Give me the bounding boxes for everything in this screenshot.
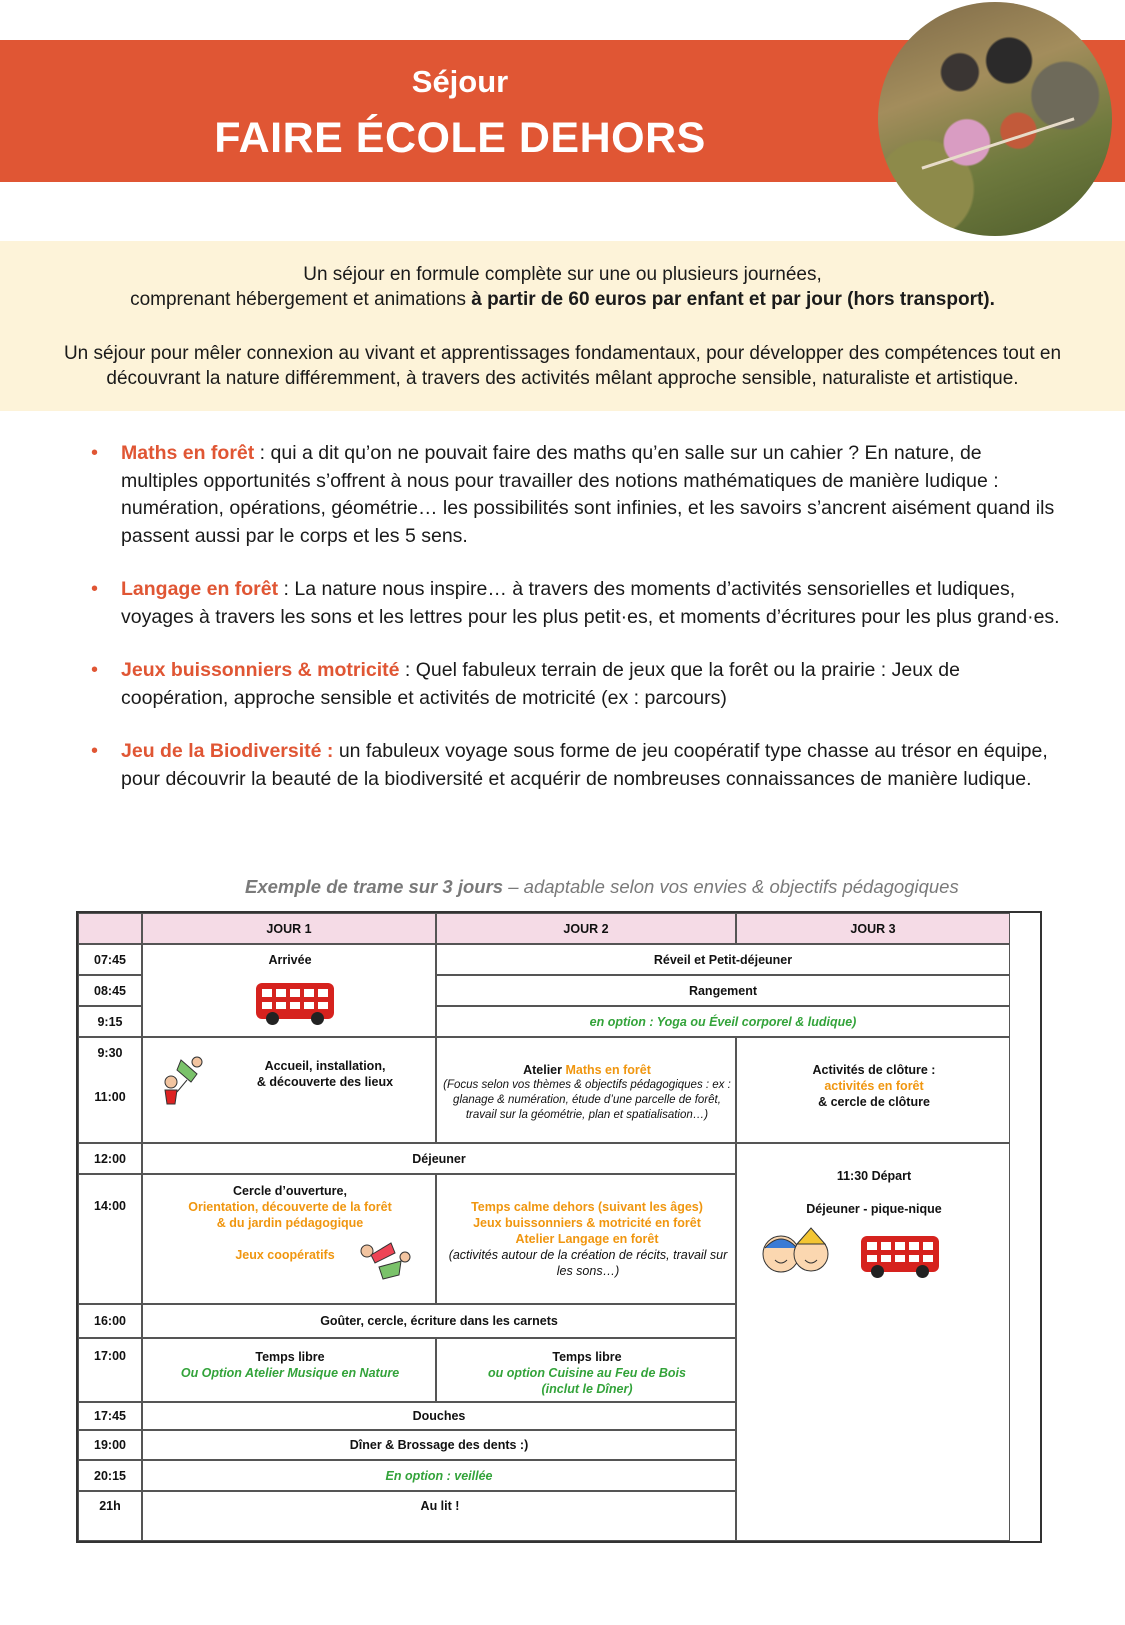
schedule-cell: Goûter, cercle, écriture dans les carnets [142, 1304, 736, 1338]
intro-box [0, 241, 1125, 411]
schedule-cell: Au lit ! [142, 1491, 736, 1541]
intro-price-line: comprenant hébergement et animations à partir de 60 euros par enfant et par jour (hors transport). [130, 289, 995, 310]
day-header: JOUR 3 [736, 913, 1010, 944]
schedule-cell: Douches [142, 1402, 736, 1430]
list-item: • Maths en forêt : qui a dit qu’on ne pouvait faire des maths qu’en salle sur un cahier ? En nature, de multiples opportunités s’offrent à nous pour travailler des notions mathématiques de manière ludique : numération, opérations, géométrie… les possibilités sont infinies, et les savoirs s’ancrent aisément quand ils passent aussi par le corps et les 5 sens. [91, 442, 1055, 547]
intro-line: découvrant la nature différemment, à travers des activités mêlant approche sensible, naturaliste et artistique. [106, 368, 1019, 389]
children-icon [157, 1052, 207, 1112]
intro-line: Un séjour pour mêler connexion au vivant et apprentissages fondamentaux, pour développer des compétences tout en [63, 343, 1062, 364]
schedule-cell: Dîner & Brossage des dents :) [142, 1430, 736, 1460]
schedule-cell: Accueil, installation, & découverte des lieux [142, 1037, 436, 1143]
arrival-cell: Arrivée [142, 944, 436, 1037]
bus-icon [256, 983, 334, 1019]
activity-list [91, 440, 1061, 819]
day-header: JOUR 2 [436, 913, 736, 944]
intro-line: Un séjour en formule complète sur une ou plusieurs journées, [303, 264, 822, 285]
time-cell: 14:00 [78, 1174, 142, 1304]
header-cell [78, 913, 142, 944]
kids-faces-icon [761, 1224, 831, 1278]
bullet-icon: • [91, 740, 99, 762]
schedule-caption: Exemple de trame sur 3 jours – adaptable selon vos envies & objectifs pédagogiques [245, 876, 959, 897]
price-highlight: à partir de 60 euros par enfant et par jour (hors transport). [471, 289, 995, 310]
time-cell: 21h [78, 1491, 142, 1541]
schedule-cell: Temps libre Ou Option Atelier Musique en Nature [142, 1338, 436, 1402]
schedule-cell: Temps calme dehors (suivant les âges) Jeux buissonniers & motricité en forêt Atelier Langage en forêt (activités autour de la création de récits, travail sur les sons…) [436, 1174, 736, 1304]
bus-icon [861, 1236, 939, 1272]
departure-cell: 11:30 Départ Déjeuner - pique-nique [736, 1143, 1010, 1541]
schedule-cell: Réveil et Petit-déjeuner [436, 944, 1010, 975]
schedule-table [76, 911, 1042, 1543]
list-item: • Jeu de la Biodiversité : un fabuleux voyage sous forme de jeu coopératif type chasse au trésor en équipe, pour découvrir la beauté de la biodiversité et acquérir de nombreuses connaissances de manière ludique. [91, 740, 1048, 790]
time-cell: 9:15 [78, 1006, 142, 1037]
time-cell: 9:30 11:00 [78, 1037, 142, 1143]
bullet-icon: • [91, 578, 99, 600]
banner-subtitle: Séjour [411, 64, 509, 99]
bullet-icon: • [91, 442, 99, 464]
time-cell: 17:00 [78, 1338, 142, 1402]
schedule-cell: Atelier Maths en forêt (Focus selon vos thèmes & objectifs pédagogiques : ex : glanage & numération, étude d’une parcelle de forêt, travail sur la géométrie, plan et spatialisation…) [436, 1037, 736, 1143]
time-cell: 20:15 [78, 1460, 142, 1491]
schedule-cell: En option : veillée [142, 1460, 736, 1491]
time-cell: 16:00 [78, 1304, 142, 1338]
time-cell: 19:00 [78, 1430, 142, 1460]
schedule-cell: Rangement [436, 975, 1010, 1006]
time-cell: 12:00 [78, 1143, 142, 1174]
schedule-cell: en option : Yoga ou Éveil corporel & ludique) [436, 1006, 1010, 1037]
time-cell: 07:45 [78, 944, 142, 975]
list-item: • Langage en forêt : La nature nous inspire… à travers des moments d’activités sensorielles et ludiques, voyages à travers les sons et les lettres pour les plus petit·es, et moments d’écritures pour les plus grand·es. [91, 578, 1060, 628]
day-header: JOUR 1 [142, 913, 436, 944]
time-cell: 08:45 [78, 975, 142, 1006]
schedule-cell: Déjeuner [142, 1143, 736, 1174]
children-photo [878, 2, 1112, 236]
schedule-cell: Activités de clôture : activités en forêt & cercle de clôture [736, 1037, 1010, 1143]
schedule-cell: Temps libre ou option Cuisine au Feu de Bois (inclut le Dîner) [436, 1338, 736, 1402]
schedule-cell: Cercle d’ouverture, Orientation, découverte de la forêt & du jardin pédagogique Jeux coopératifs [142, 1174, 436, 1304]
time-cell: 17:45 [78, 1402, 142, 1430]
banner-title: FAIRE ÉCOLE DEHORS [214, 114, 706, 162]
children-icon [355, 1231, 415, 1291]
list-item: • Jeux buissonniers & motricité : Quel fabuleux terrain de jeux que la forêt ou la prairie : Jeux de coopération, approche sensible et activités de motricité (ex : parcours) [91, 659, 960, 709]
bullet-icon: • [91, 659, 99, 681]
